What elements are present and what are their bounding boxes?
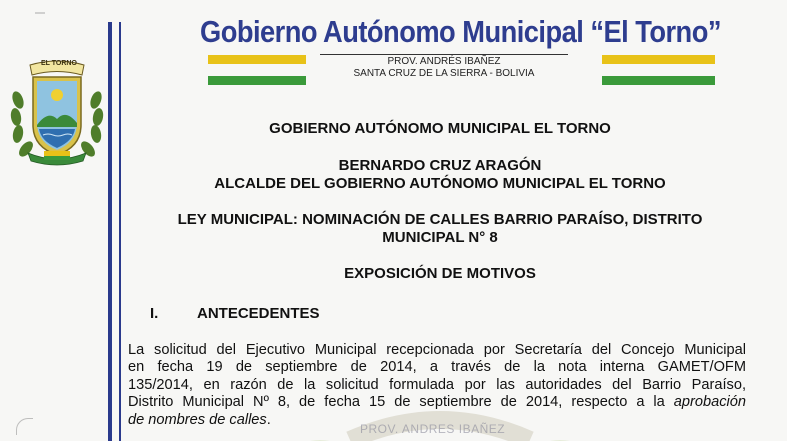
- paragraph-line: 135/2014, en razón de la solicitud formulada por las autoridades del Barrio Paraíso,: [128, 376, 746, 393]
- paragraph-italic: de nombres de calles: [128, 411, 267, 428]
- letterhead-province: PROV. ANDRÉS IBAÑEZ: [387, 56, 501, 67]
- scan-artifact: [16, 418, 33, 435]
- heading-law-title-line1: LEY MUNICIPAL: NOMINACIÓN DE CALLES BARRIO PARAÍSO, DISTRITO: [177, 211, 703, 228]
- letterhead-title: Gobierno Autónomo Municipal “El Torno”: [200, 14, 721, 49]
- flag-stripe-yellow-right: [602, 55, 715, 64]
- heading-government: GOBIERNO AUTÓNOMO MUNICIPAL EL TORNO: [269, 120, 611, 137]
- paragraph-line: en fecha 19 de septiembre de 2014, a través de la nota interna GAMET/OFM: [128, 359, 746, 376]
- watermark-province: PROV. ANDRES IBAÑEZ: [360, 422, 506, 436]
- letterhead-divider: [320, 54, 568, 55]
- flag-stripe-green-left: [208, 76, 306, 85]
- paragraph-italic: aprobación: [673, 394, 746, 411]
- paragraph-text: .: [266, 411, 271, 428]
- scan-artifact: [35, 12, 45, 14]
- paragraph-line: La solicitud del Ejecutivo Municipal recepcionada por Secretaría del Concejo Municipal: [128, 342, 746, 358]
- section-number: I.: [150, 305, 159, 322]
- heading-mayor-title: ALCALDE DEL GOBIERNO AUTÓNOMO MUNICIPAL EL TORNO: [214, 175, 666, 192]
- heading-motives: EXPOSICIÓN DE MOTIVOS: [344, 265, 536, 282]
- margin-rule-thick: [108, 22, 112, 441]
- letterhead-location: SANTA CRUZ DE LA SIERRA - BOLIVIA: [353, 68, 535, 79]
- heading-law-title-line2: MUNICIPAL N° 8: [382, 229, 498, 246]
- crest-banner-text: EL TORNO: [41, 60, 77, 67]
- paragraph-text: Distrito Municipal Nº 8, de fecha 15 de septiembre de 2014, respecto a la: [128, 394, 674, 411]
- heading-mayor-name: BERNARDO CRUZ ARAGÓN: [338, 157, 542, 174]
- section-title: ANTECEDENTES: [197, 305, 320, 322]
- municipal-crest-icon: [8, 55, 106, 167]
- flag-stripe-yellow-left: [208, 55, 306, 64]
- flag-stripe-green-right: [602, 76, 715, 85]
